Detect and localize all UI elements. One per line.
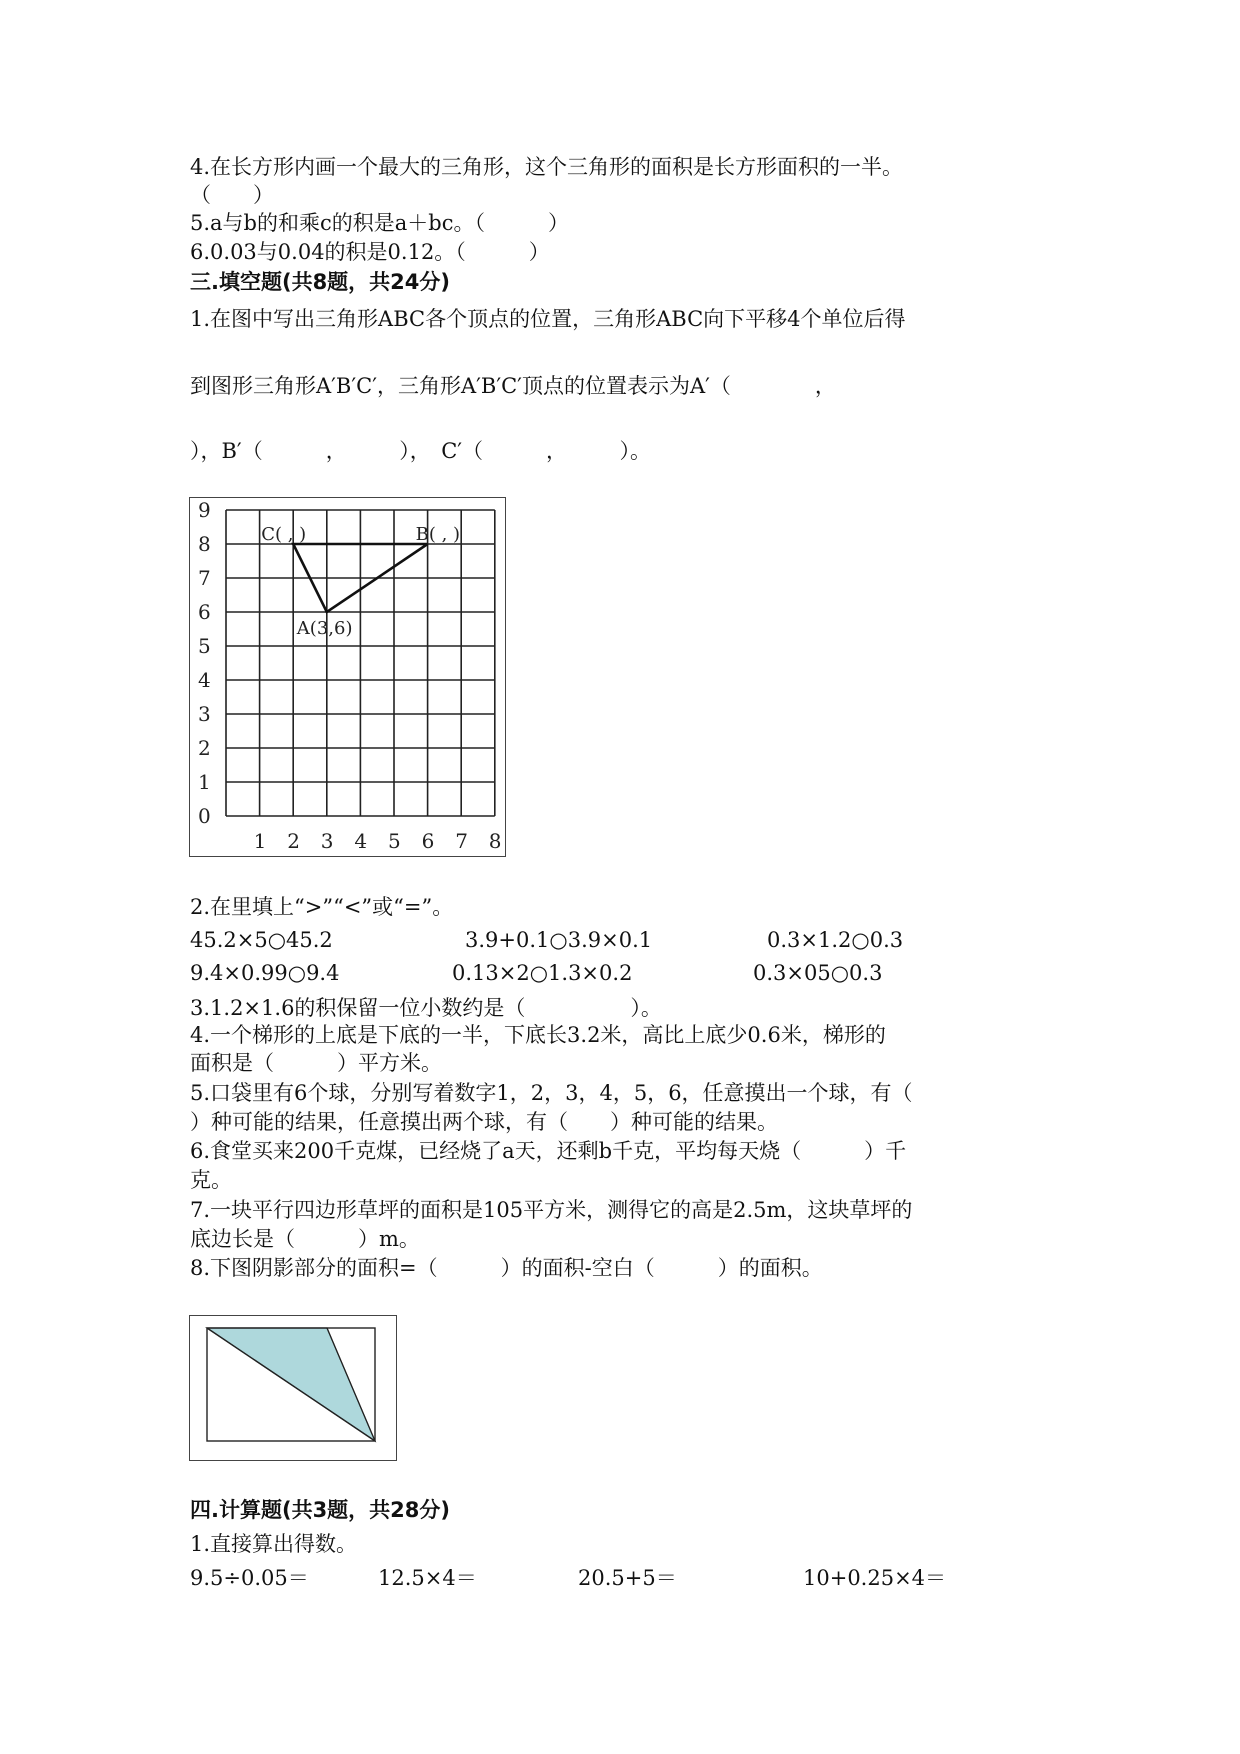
question-5-true-false: 5.a与b的和乘c的积是a＋bc。（ ） — [190, 211, 569, 235]
fill-q7-line1: 7.一块平行四边形草坪的面积是105平方米，测得它的高是2.5m，这块草坪的 — [190, 1198, 913, 1222]
x-tick-label: 8 — [488, 829, 502, 853]
compare-item: 45.2×5○45.2 — [190, 928, 333, 952]
x-tick-label: 6 — [421, 829, 435, 853]
compare-item: 3.9+0.1○3.9×0.1 — [465, 928, 653, 952]
question-6-true-false: 6.0.03与0.04的积是0.12。（ ） — [190, 240, 550, 264]
section-4-heading: 四.计算题(共3题，共28分) — [190, 1498, 451, 1522]
fill-q6-line2: 克。 — [190, 1168, 232, 1192]
y-tick-label: 1 — [198, 770, 211, 794]
section-3-heading: 三.填空题(共8题，共24分) — [190, 270, 451, 294]
x-tick-label: 4 — [354, 829, 368, 853]
fill-q5-line1: 5.口袋里有6个球，分别写着数字1，2，3，4，5，6，任意摸出一个球，有（ — [190, 1081, 913, 1105]
y-tick-label: 5 — [198, 634, 211, 658]
fill-q6-line1: 6.食堂买来200千克煤，已经烧了a天，还剩b千克，平均每天烧（ ）千 — [190, 1139, 907, 1163]
shaded-area-figure — [189, 1315, 397, 1461]
y-tick-label: 8 — [198, 532, 211, 556]
compare-item: 9.4×0.99○9.4 — [190, 961, 340, 985]
calc-item: 12.5×4＝ — [378, 1566, 477, 1590]
coordinate-grid-svg — [190, 498, 505, 856]
question-4-true-false: 4.在长方形内画一个最大的三角形，这个三角形的面积是长方形面积的一半。 — [190, 155, 904, 179]
fill-q1-line2: 到图形三角形A′B′C′，三角形A′B′C′顶点的位置表示为A′（ ， — [190, 374, 836, 398]
x-tick-label: 5 — [388, 829, 401, 853]
calc-item: 9.5÷0.05＝ — [190, 1566, 309, 1590]
compare-item: 0.3×05○0.3 — [753, 961, 883, 985]
y-tick-label: 6 — [198, 600, 211, 624]
y-tick-label: 9 — [198, 498, 211, 522]
x-tick-label: 1 — [253, 829, 267, 853]
fill-q8: 8.下图阴影部分的面积=（ ）的面积-空白（ ）的面积。 — [190, 1256, 823, 1280]
compare-item: 0.13×2○1.3×0.2 — [452, 961, 633, 985]
compare-item: 0.3×1.2○0.3 — [767, 928, 904, 952]
fill-q7-line2: 底边长是（ ）m。 — [190, 1227, 420, 1251]
coordinate-grid-figure — [189, 497, 506, 857]
y-tick-label: 3 — [198, 702, 211, 726]
vertex-label-b: B( , ) — [415, 524, 461, 545]
fill-q5-line2: ）种可能的结果，任意摸出两个球，有（ ）种可能的结果。 — [190, 1110, 778, 1134]
y-tick-label: 4 — [198, 668, 211, 692]
calc-q1-text: 1.直接算出得数。 — [190, 1532, 358, 1556]
y-tick-label: 0 — [198, 804, 211, 828]
grid-lines — [226, 510, 495, 816]
vertex-label-a: A(3,6) — [296, 618, 353, 639]
x-axis-ticks — [254, 829, 502, 853]
fill-q1-line1: 1.在图中写出三角形ABC各个顶点的位置，三角形ABC向下平移4个单位后得 — [190, 307, 906, 331]
question-4-answer-bracket: （ ） — [190, 183, 274, 207]
fill-q1-line3: ），B′（ ， ）， C′（ ， ）。 — [190, 439, 652, 463]
y-tick-label: 7 — [198, 566, 211, 590]
fill-q4-line1: 4.一个梯形的上底是下底的一半，下底长3.2米，高比上底少0.6米，梯形的 — [190, 1023, 886, 1047]
x-tick-label: 2 — [287, 829, 300, 853]
fill-q4-line2: 面积是（ ）平方米。 — [190, 1051, 442, 1075]
calc-item: 20.5+5＝ — [578, 1566, 677, 1590]
y-axis-ticks — [198, 498, 211, 828]
calc-item: 10+0.25×4＝ — [803, 1566, 947, 1590]
shaded-area-svg — [190, 1316, 396, 1460]
fill-q2-text: 2.在里填上“>”“<”或“=”。 — [190, 895, 454, 919]
y-tick-label: 2 — [198, 736, 211, 760]
fill-q3: 3.1.2×1.6的积保留一位小数约是（ ）。 — [190, 996, 662, 1020]
x-tick-label: 3 — [320, 829, 334, 853]
x-tick-label: 7 — [455, 829, 468, 853]
vertex-label-c: C( , ) — [261, 524, 307, 545]
